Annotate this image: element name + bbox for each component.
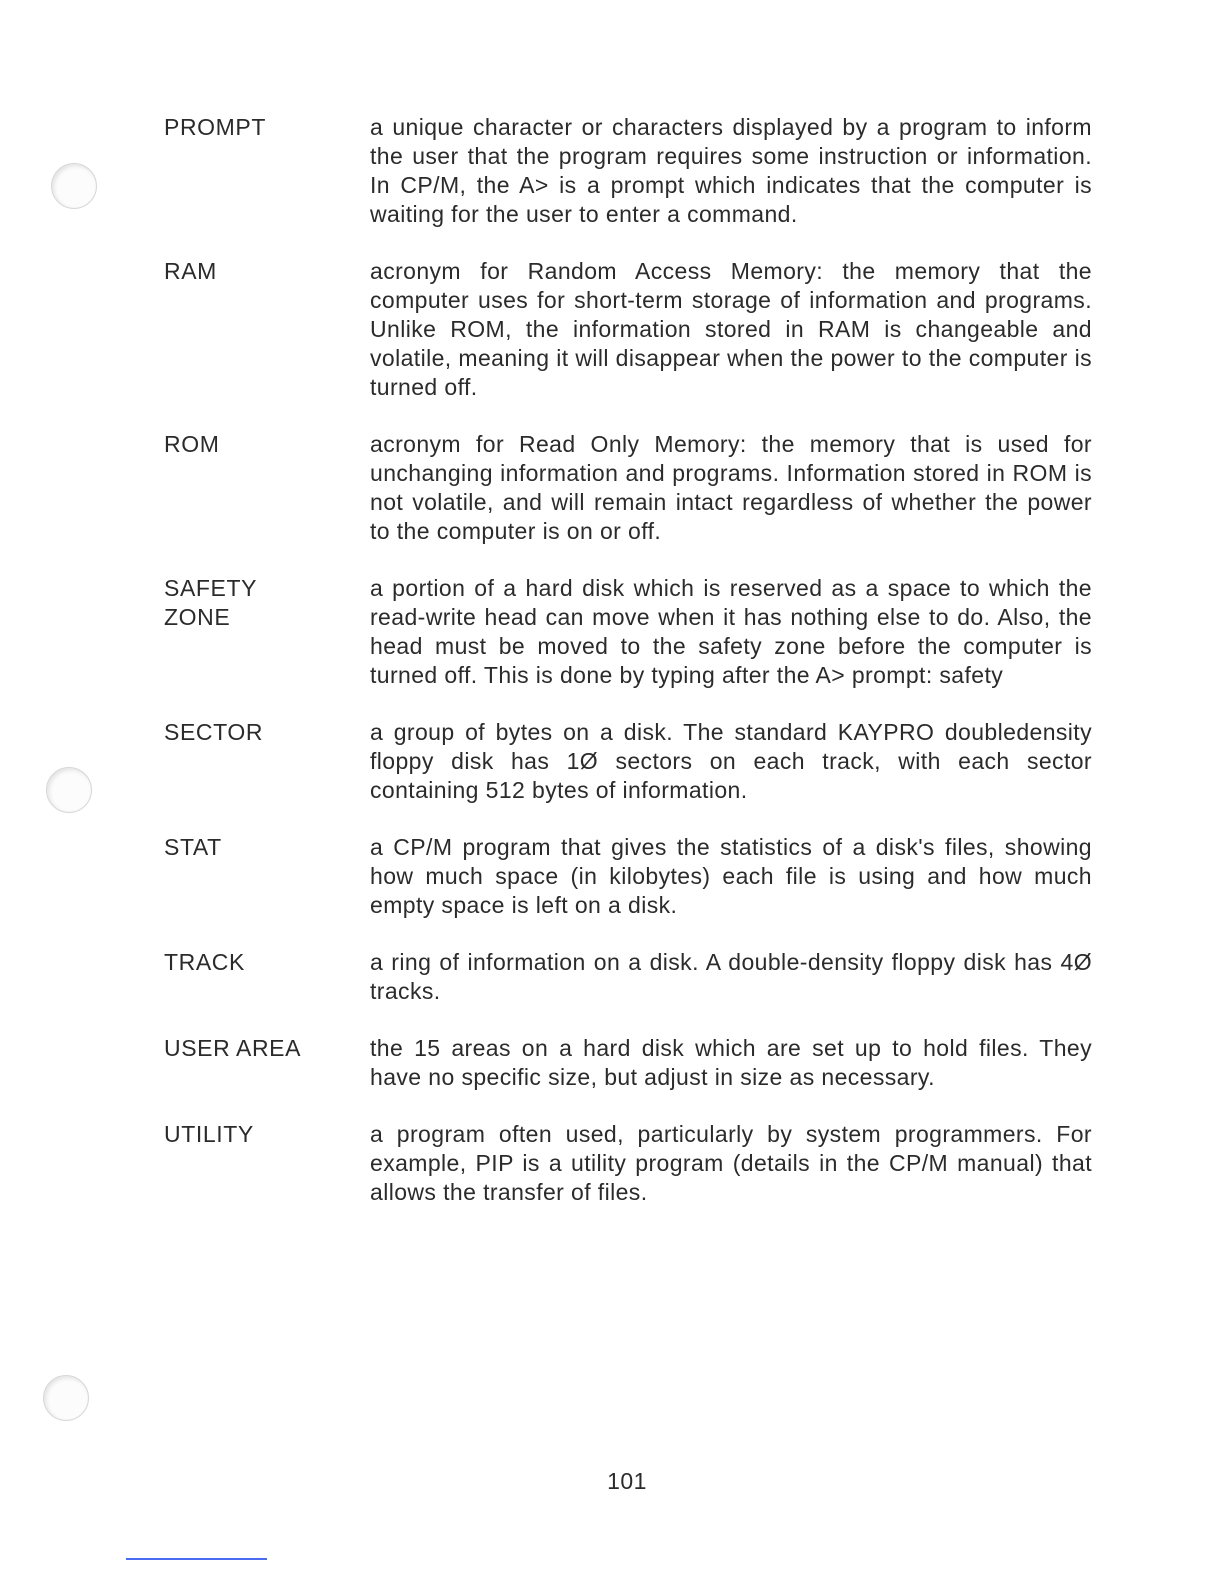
glossary-entry-utility — [164, 1120, 1092, 1207]
glossary-term: STAT — [164, 834, 222, 860]
glossary-definition: a portion of a hard disk which is reserved as a space to which the read-write head can move when it has nothing else to do. Also, the head must be moved to the safety zone before the computer is turned off. This is done by typing after the A> prompt: safety — [370, 575, 1092, 688]
glossary-list — [164, 113, 1092, 1207]
bottom-rule — [126, 1558, 267, 1560]
glossary-definition: a ring of information on a disk. A double-density floppy disk has 4Ø tracks. — [370, 949, 1092, 1004]
glossary-term: SAFETY ZONE — [164, 575, 258, 630]
glossary-term: USER AREA — [164, 1035, 302, 1061]
glossary-definition: a CP/M program that gives the statistics of a disk's files, showing how much space (in kilobytes) each file is using and how much empty space is left on a disk. — [370, 834, 1092, 918]
glossary-entry-sector — [164, 718, 1092, 805]
glossary-term: PROMPT — [164, 114, 266, 140]
page-number: 101 — [607, 1468, 647, 1494]
punch-hole — [43, 1375, 89, 1421]
punch-hole — [51, 163, 97, 209]
glossary-definition: acronym for Random Access Memory: the memory that the computer uses for short-term storage of information and programs. Unlike ROM, the information stored in RAM is changeable and volatile, meaning it will disappear when the power to the computer is turned off. — [370, 258, 1092, 400]
glossary-definition: the 15 areas on a hard disk which are set up to hold files. They have no specific size, but adjust in size as necessary. — [370, 1035, 1092, 1090]
punch-hole — [46, 767, 92, 813]
glossary-definition: a unique character or characters displayed by a program to inform the user that the program requires some instruction or information. In CP/M, the A> is a prompt which indicates that the computer is waiting for the user to enter a command. — [370, 114, 1092, 227]
glossary-definition: acronym for Read Only Memory: the memory that is used for unchanging information and programs. Information stored in ROM is not volatile, and will remain intact regardless of whether the power to the computer is on or off. — [370, 431, 1092, 544]
glossary-entry-track — [164, 948, 1092, 1006]
glossary-definition: a group of bytes on a disk. The standard KAYPRO doubledensity floppy disk has 1Ø sectors on each track, with each sector containing 512 bytes of information. — [370, 719, 1092, 803]
glossary-entry-user-area — [164, 1034, 1092, 1092]
glossary-term: ROM — [164, 431, 220, 457]
glossary-entry-stat — [164, 833, 1092, 920]
glossary-term: TRACK — [164, 949, 245, 975]
glossary-entry-rom — [164, 430, 1092, 546]
glossary-term: UTILITY — [164, 1121, 254, 1147]
glossary-entry-safety-zone — [164, 574, 1092, 690]
glossary-term: RAM — [164, 258, 217, 284]
glossary-entry-ram — [164, 257, 1092, 402]
glossary-term: SECTOR — [164, 719, 264, 745]
glossary-definition: a program often used, particularly by system programmers. For example, PIP is a utility program (details in the CP/M manual) that allows the transfer of files. — [370, 1121, 1092, 1205]
glossary-entry-prompt — [164, 113, 1092, 229]
